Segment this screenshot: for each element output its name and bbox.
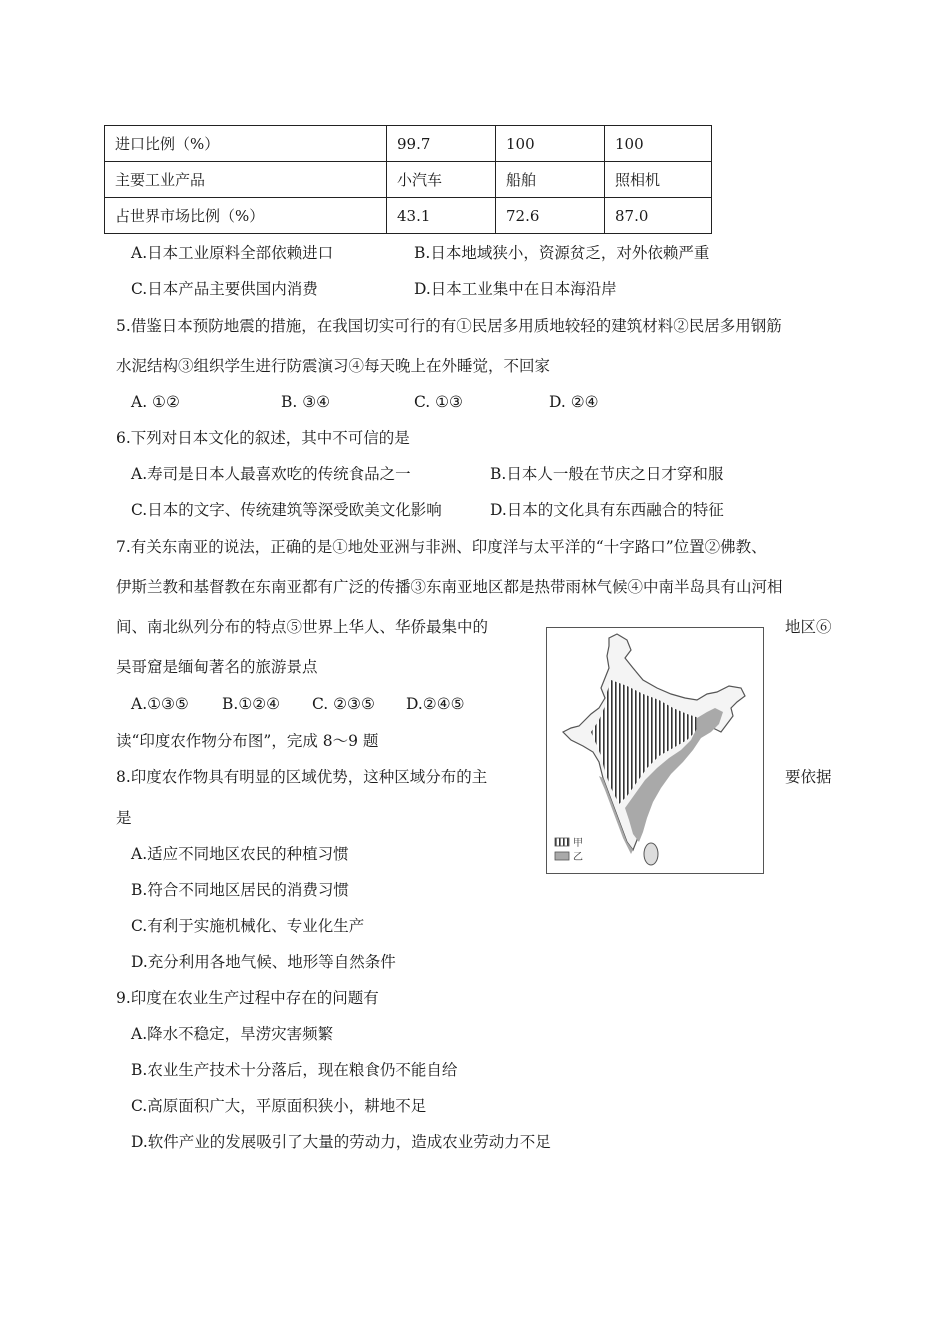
- table-cell: 87.0: [605, 198, 712, 234]
- q7-option-a: A.①③⑤: [131, 695, 189, 713]
- q7-option-d: D.②④⑤: [406, 695, 465, 713]
- q8-stem-line1: 8.印度农作物具有明显的区域优势，这种区域分布的主: [116, 768, 488, 786]
- q5-option-c: C. ①③: [414, 393, 463, 411]
- q7-option-b: B.①②④: [222, 695, 281, 713]
- india-crop-map: [546, 627, 764, 874]
- table-cell: 99.7: [387, 126, 496, 162]
- q8-option-b: B.符合不同地区居民的消费习惯: [131, 881, 349, 899]
- table-cell: 照相机: [605, 162, 712, 198]
- legend-jia-swatch: [555, 838, 569, 846]
- table-cell: 100: [496, 126, 605, 162]
- map-intro: 读“印度农作物分布图”，完成 8～9 题: [116, 732, 379, 750]
- q5-stem-line1: 5.借鉴日本预防地震的措施，在我国切实可行的有①民居多用质地较轻的建筑材料②民居多用钢筋: [116, 317, 782, 335]
- q6-option-a: A.寿司是日本人最喜欢吃的传统食品之一: [131, 465, 411, 483]
- q8-option-c: C.有利于实施机械化、专业化生产: [131, 917, 365, 935]
- q7-option-c: C. ②③⑤: [312, 695, 375, 713]
- q9-option-b: B.农业生产技术十分落后，现在粮食仍不能自给: [131, 1061, 458, 1079]
- q5-stem-line2: 水泥结构③组织学生进行防震演习④每天晚上在外睡觉，不回家: [116, 357, 551, 375]
- q8-stem-line1-end: 要依据: [785, 768, 832, 786]
- q8-option-a: A.适应不同地区农民的种植习惯: [131, 845, 349, 863]
- q8-option-d: D.充分利用各地气候、地形等自然条件: [131, 953, 396, 971]
- table-row: [105, 162, 712, 198]
- q4-option-a: A.日本工业原料全部依赖进口: [131, 244, 334, 262]
- table-cell: 72.6: [496, 198, 605, 234]
- legend-jia-label: 甲: [573, 838, 583, 849]
- table-cell: 43.1: [387, 198, 496, 234]
- q9-option-c: C.高原面积广大，平原面积狭小，耕地不足: [131, 1097, 427, 1115]
- q7-stem-line1: 7.有关东南亚的说法，正确的是①地处亚洲与非洲、印度洋与太平洋的“十字路口”位置②佛教、: [116, 538, 767, 556]
- q5-option-a: A. ①②: [131, 393, 180, 411]
- table-cell: 主要工业产品: [105, 162, 387, 198]
- q6-option-d: D.日本的文化具有东西融合的特征: [490, 501, 724, 519]
- q4-option-b: B.日本地域狭小，资源贫乏，对外依赖严重: [414, 244, 710, 262]
- q9-stem: 9.印度在农业生产过程中存在的问题有: [116, 989, 379, 1007]
- table-cell: 进口比例（%）: [105, 126, 387, 162]
- table-cell: 100: [605, 126, 712, 162]
- table-cell: 占世界市场比例（%）: [105, 198, 387, 234]
- table-cell: 船舶: [496, 162, 605, 198]
- q6-option-b: B.日本人一般在节庆之日才穿和服: [490, 465, 724, 483]
- sri-lanka: [644, 843, 658, 865]
- q6-option-c: C.日本的文字、传统建筑等深受欧美文化影响: [131, 501, 442, 519]
- q4-option-c: C.日本产品主要供国内消费: [131, 280, 318, 298]
- table-row: [105, 198, 712, 234]
- q5-option-b: B. ③④: [281, 393, 331, 411]
- q6-stem: 6.下列对日本文化的叙述，其中不可信的是: [116, 429, 410, 447]
- q9-option-d: D.软件产业的发展吸引了大量的劳动力，造成农业劳动力不足: [131, 1133, 551, 1151]
- india-map-graphic: [547, 628, 763, 873]
- q7-stem-line3-end: 地区⑥: [785, 618, 832, 636]
- q7-stem-line4: 吴哥窟是缅甸著名的旅游景点: [116, 658, 318, 676]
- q7-stem-line3: 间、南北纵列分布的特点⑤世界上华人、华侨最集中的: [116, 618, 489, 636]
- table-row: [105, 126, 712, 162]
- q5-option-d: D. ②④: [549, 393, 599, 411]
- q4-option-d: D.日本工业集中在日本海沿岸: [414, 280, 617, 298]
- q9-option-a: A.降水不稳定，旱涝灾害频繁: [131, 1025, 334, 1043]
- q8-stem-line2: 是: [116, 809, 132, 827]
- japan-industry-table: [104, 125, 712, 234]
- table-cell: 小汽车: [387, 162, 496, 198]
- q7-stem-line2: 伊斯兰教和基督教在东南亚都有广泛的传播③东南亚地区都是热带雨林气候④中南半岛具有山河相: [116, 578, 783, 596]
- legend-yi-swatch: [555, 852, 569, 860]
- legend-yi-label: 乙: [573, 852, 583, 863]
